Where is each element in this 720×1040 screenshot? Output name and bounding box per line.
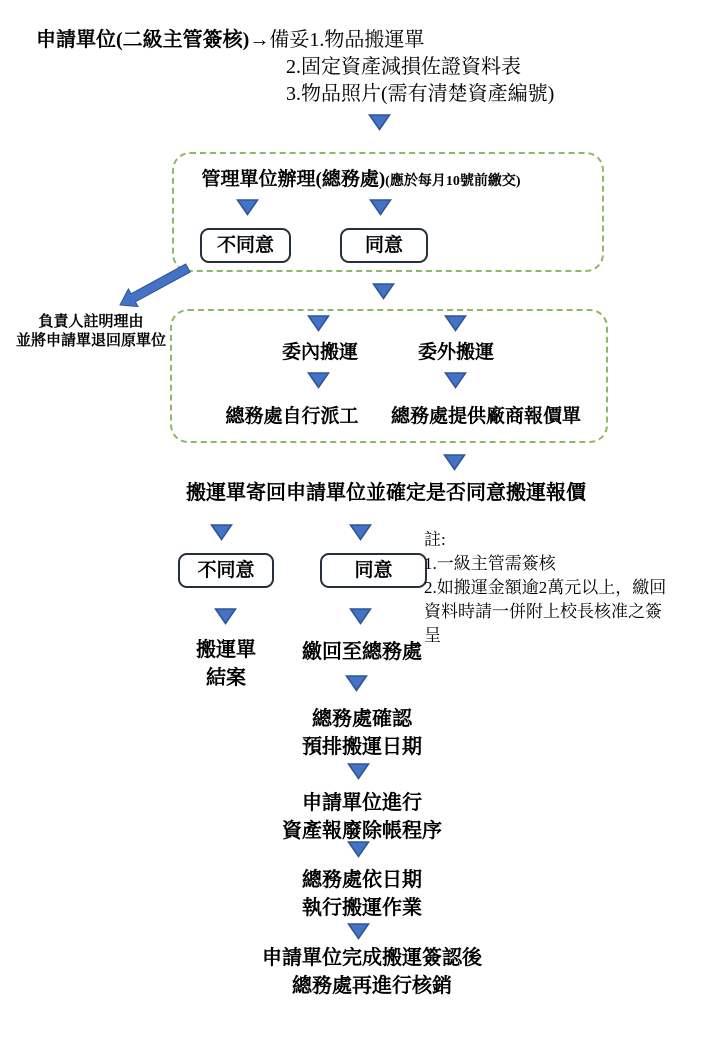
header-prepare-item-3: 3.物品照片(需有清楚資產編號)	[286, 83, 555, 105]
reject-diagonal-arrow-icon	[105, 260, 200, 315]
confirm-date-line2: 預排搬運日期	[302, 736, 422, 758]
header-line-1	[36, 27, 424, 54]
quote-agree-box: 同意	[320, 553, 427, 588]
side-note-line: 2.如搬運金額逾2萬元以上，繳回	[424, 578, 667, 597]
down-arrow-icon	[372, 283, 395, 300]
side-note-line: 資料時請一併附上校長核准之簽	[424, 602, 662, 621]
side-note	[424, 528, 709, 648]
down-arrow-icon	[236, 199, 259, 216]
header-applicant-unit: 申請單位(二級主管簽核)	[36, 29, 250, 51]
execute-line1: 總務處依日期	[302, 869, 422, 891]
vendor-quote-label: 總務處提供廠商報價單	[390, 406, 581, 427]
down-arrow-icon	[368, 114, 391, 131]
execute-line2: 執行搬運作業	[302, 897, 422, 919]
internal-dispatch-label: 總務處自行派工	[225, 406, 359, 427]
down-arrow-icon	[347, 923, 370, 940]
down-arrow-icon	[369, 199, 392, 216]
side-note-line: 1.一級主管需簽核	[424, 554, 556, 573]
return-to-office-step: 繳回至總務處	[302, 641, 422, 663]
down-arrow-icon	[347, 841, 370, 858]
final-line1: 申請單位完成搬運簽認後	[262, 947, 482, 969]
stage1-title-main: 管理單位辦理(總務處)	[201, 169, 386, 190]
internal-transport-label: 委內搬運	[281, 342, 358, 363]
quote-disagree-box: 不同意	[178, 553, 274, 588]
down-arrow-icon	[444, 315, 467, 332]
confirm-quote-step: 搬運單寄回申請單位並確定是否同意搬運報價	[186, 482, 586, 504]
stage1-title	[146, 164, 576, 191]
reject-note-line2: 並將申請單退回原單位	[15, 333, 166, 349]
writeoff-line2: 資產報廢除帳程序	[282, 820, 442, 842]
writeoff-line1: 申請單位進行	[302, 792, 422, 814]
down-arrow-icon	[443, 454, 466, 471]
down-arrow-icon	[345, 675, 368, 692]
confirm-date-line1: 總務處確認	[312, 708, 412, 730]
header-prepare-item-2: 2.固定資產減損佐證資料表	[286, 56, 521, 78]
stage1-disagree-box: 不同意	[200, 228, 291, 263]
reject-note-line1: 負責人註明理由	[38, 314, 144, 330]
reject-note	[6, 313, 176, 351]
side-note-line: 呈	[424, 626, 441, 645]
down-arrow-icon	[210, 524, 233, 541]
external-transport-label: 委外搬運	[417, 342, 494, 363]
stage1-title-deadline: (應於每月10號前繳交)	[385, 174, 521, 189]
writeoff-step	[252, 789, 472, 845]
down-arrow-icon	[307, 372, 330, 389]
header-prepare-item-1: →備妥1.物品搬運單	[249, 29, 425, 51]
down-arrow-icon	[307, 315, 330, 332]
down-arrow-icon	[444, 372, 467, 389]
execute-step	[257, 866, 467, 922]
down-arrow-icon	[349, 524, 372, 541]
final-step	[252, 944, 492, 1000]
down-arrow-icon	[347, 763, 370, 780]
final-line2: 總務處再進行核銷	[292, 975, 452, 997]
side-note-title: 註:	[424, 530, 446, 549]
case-closed-line2: 結案	[206, 667, 246, 689]
case-closed-line1: 搬運單	[196, 639, 256, 661]
down-arrow-icon	[214, 608, 237, 625]
down-arrow-icon	[349, 608, 372, 625]
stage1-agree-box: 同意	[340, 228, 428, 263]
confirm-date-step	[262, 705, 462, 761]
